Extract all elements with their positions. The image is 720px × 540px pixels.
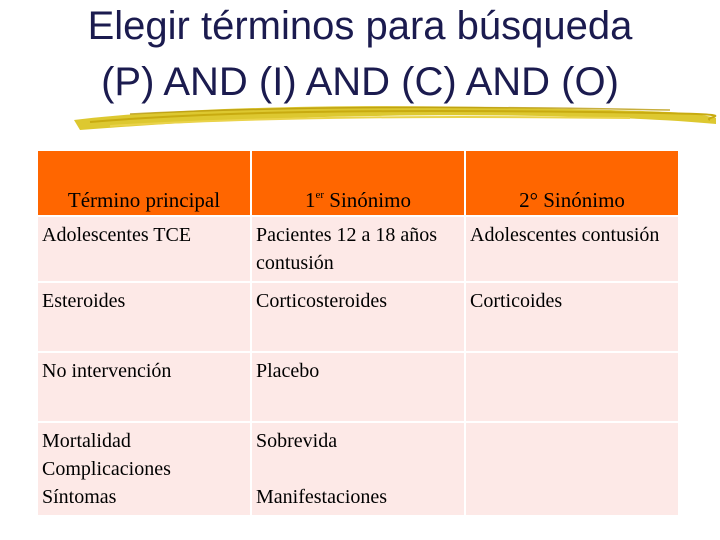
cell-main-term: No intervención xyxy=(38,353,250,421)
table-row xyxy=(38,423,678,515)
brush-stroke-underline xyxy=(70,100,720,136)
header-first-synonym-text: Sinónimo xyxy=(324,188,411,212)
header-first-synonym-superscript: er xyxy=(315,189,325,201)
table-row xyxy=(38,217,678,281)
pico-terms-table xyxy=(36,149,680,517)
slide-title-line-1: Elegir términos para búsqueda xyxy=(87,4,633,48)
cell-main-term xyxy=(38,423,250,515)
header-first-synonym-number: 1 xyxy=(305,188,316,212)
cell-main-term: Esteroides xyxy=(38,283,250,351)
header-main-term: Término principal xyxy=(38,151,250,215)
main-term-line: Síntomas xyxy=(42,486,117,508)
cell-main-term: Adolescentes TCE xyxy=(38,217,250,281)
first-synonym-line: Sobrevida xyxy=(256,430,338,452)
main-term-line: Mortalidad xyxy=(42,430,131,452)
cell-first-synonym: Corticosteroides xyxy=(252,283,464,351)
cell-first-synonym: Placebo xyxy=(252,353,464,421)
table-row xyxy=(38,283,678,351)
header-first-synonym xyxy=(252,151,464,215)
first-synonym-line: Manifestaciones xyxy=(256,486,388,508)
cell-first-synonym xyxy=(252,423,464,515)
header-second-synonym: 2° Sinónimo xyxy=(466,151,678,215)
main-term-line: Complicaciones xyxy=(42,458,171,480)
cell-first-synonym: Pacientes 12 a 18 años contusión xyxy=(252,217,464,281)
cell-second-synonym xyxy=(466,353,678,421)
slide-title-line-2: (P) AND (I) AND (C) AND (O) xyxy=(101,60,619,104)
cell-second-synonym: Adolescentes contusión xyxy=(466,217,678,281)
table-header-row xyxy=(38,151,678,215)
table-row xyxy=(38,353,678,421)
cell-second-synonym xyxy=(466,423,678,515)
cell-second-synonym: Corticoides xyxy=(466,283,678,351)
